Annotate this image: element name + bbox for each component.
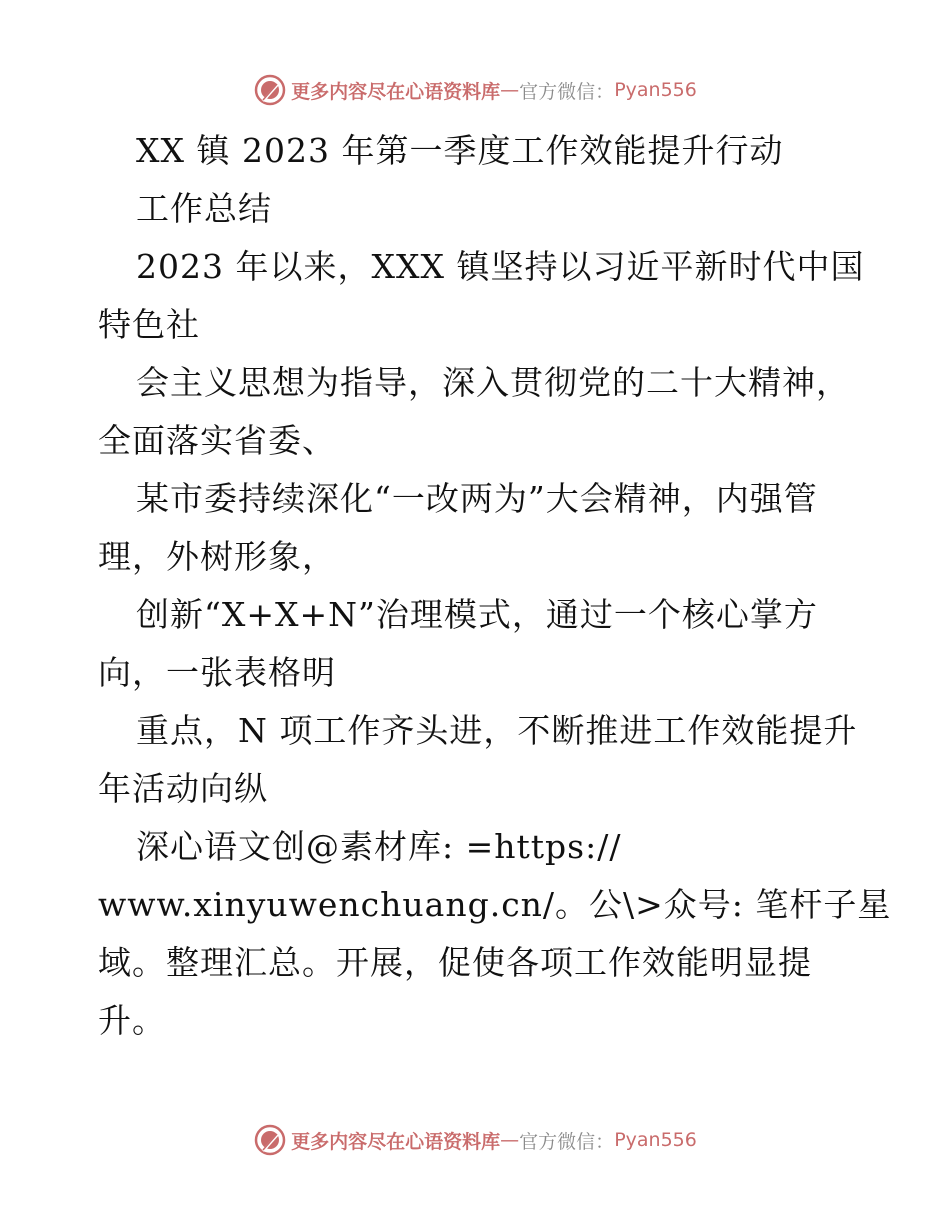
banner-sub-text: 官方微信： <box>519 1130 615 1153</box>
banner-dash: — <box>500 79 520 101</box>
doc-text-line: 特色社 <box>98 305 200 344</box>
doc-text-line: 升。 <box>98 1001 166 1040</box>
pen-logo-icon <box>253 1123 287 1157</box>
doc-text-line: 全面落实省委、 <box>98 421 336 460</box>
doc-text-line: 理，外树形象， <box>98 537 336 576</box>
doc-subtitle-line: 工作总结 <box>136 189 272 228</box>
banner-main-text: 更多内容尽在心语资料库 <box>291 1130 501 1153</box>
banner-sub-text: 官方微信： <box>519 80 615 103</box>
doc-text-line: 域。整理汇总。开展，促使各项工作效能明显提 <box>98 943 812 982</box>
doc-text-line: 2023 年以来，XXX 镇坚持以习近平新时代中国 <box>136 247 865 286</box>
doc-text-line: 年活动向纵 <box>98 769 268 808</box>
pen-logo-icon <box>253 73 287 107</box>
footer-watermark-banner <box>0 1120 950 1160</box>
doc-text-line: 重点，N 项工作齐头进，不断推进工作效能提升 <box>136 711 858 750</box>
banner-wechat-id: Pyan556 <box>614 1129 697 1151</box>
banner-wechat-id: Pyan556 <box>614 79 697 101</box>
header-watermark-banner <box>0 70 950 110</box>
banner-dash: — <box>500 1129 520 1151</box>
doc-text-line: 会主义思想为指导，深入贯彻党的二十大精神， <box>136 363 850 402</box>
document-body <box>98 122 892 1050</box>
doc-text-line: 创新“X+X+N”治理模式，通过一个核心掌方 <box>136 595 818 634</box>
doc-text-line: www.xinyuwenchuang.cn/。公\>众号: 笔杆子星 <box>98 885 892 924</box>
doc-text-line: 某市委持续深化“一改两为”大会精神，内强管 <box>136 479 818 518</box>
doc-text-line: 向，一张表格明 <box>98 653 336 692</box>
doc-text-line: 深心语文创@素材库: =https:// <box>136 827 622 866</box>
doc-title-line: XX 镇 2023 年第一季度工作效能提升行动 <box>136 131 784 170</box>
banner-main-text: 更多内容尽在心语资料库 <box>291 80 501 103</box>
